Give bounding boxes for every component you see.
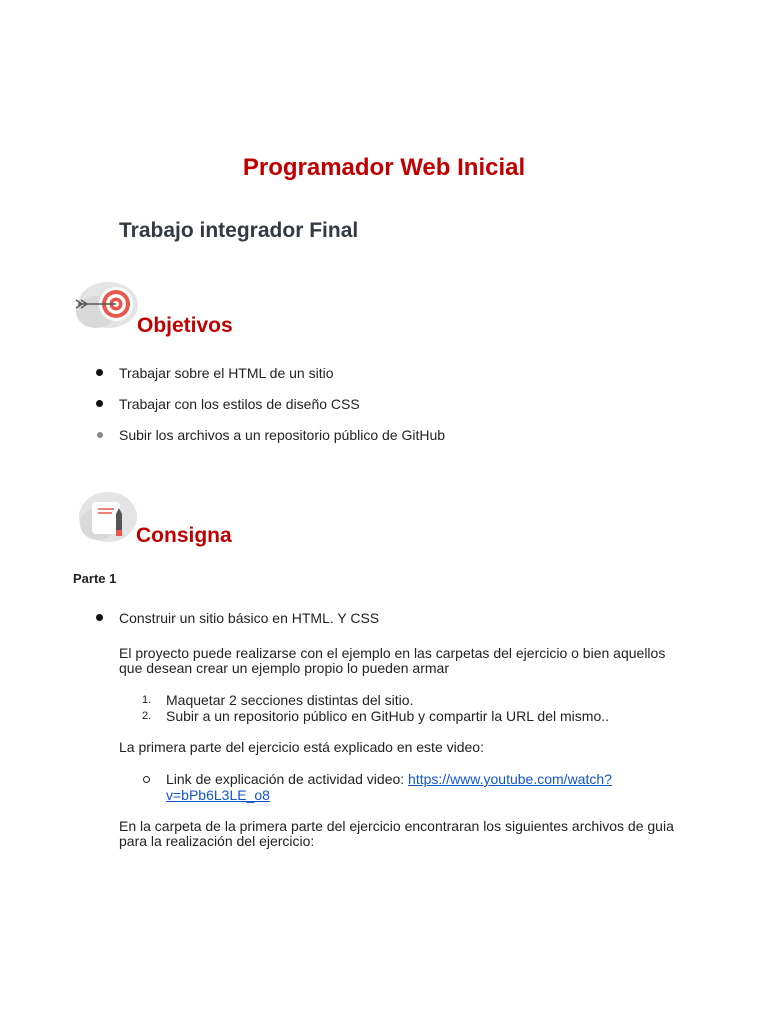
list-item [140,692,609,708]
objetivo-text: Trabajar sobre el HTML de un sitio [119,365,334,381]
objetivos-list [96,365,445,444]
step-text: Maquetar 2 secciones distintas del sitio. [166,692,414,708]
list-item [140,708,609,724]
video-link-label: Link de explicación de actividad video: [166,771,409,787]
bullet-dot [96,400,103,407]
step-number: 1. [142,694,152,706]
objetivo-text: Trabajar con los estilos de diseño CSS [119,396,360,412]
paragraph-intro: El proyecto puede realizarse con el ejemplo en las carpetas del ejercicio o bien aquellos que desean crear un ejemplo propio lo pueden armar [119,645,666,676]
video-link-list [143,771,673,803]
page-subtitle: Trabajo integrador Final [119,219,359,242]
objetivos-heading: Objetivos [137,314,233,337]
bullet-dot [96,614,103,621]
list-item [143,771,673,803]
objetivo-text: Subir los archivos a un repositorio público de GitHub [119,427,446,443]
steps-list [140,692,609,724]
video-link[interactable]: https://www.youtube.com/watch?v=bPb6L3LE_o8 [166,771,612,803]
consigna-bullet-text: Construir un sitio básico en HTML. Y CSS [119,610,380,626]
step-number: 2. [142,710,152,722]
circle-bullet [143,776,150,783]
bullet-dot [97,432,103,438]
paragraph-video-intro: La primera parte del ejercicio está explicado en este video: [119,739,484,755]
part-label: Parte 1 [73,571,117,586]
list-item [96,365,445,382]
consigna-list [96,610,379,627]
page-title: Programador Web Inicial [242,154,526,181]
step-text: Subir a un repositorio público en GitHub y compartir la URL del mismo.. [166,708,610,724]
document-pencil-icon [76,490,140,546]
paragraph-files: En la carpeta de la primera parte del ejercicio encontraran los siguientes archivos de guia para la realización del ejercicio: [119,818,674,849]
list-item [96,396,445,413]
list-item [96,427,445,444]
target-icon [72,280,140,332]
consigna-heading: Consigna [136,524,232,547]
bullet-dot [96,369,103,376]
list-item [96,610,379,627]
